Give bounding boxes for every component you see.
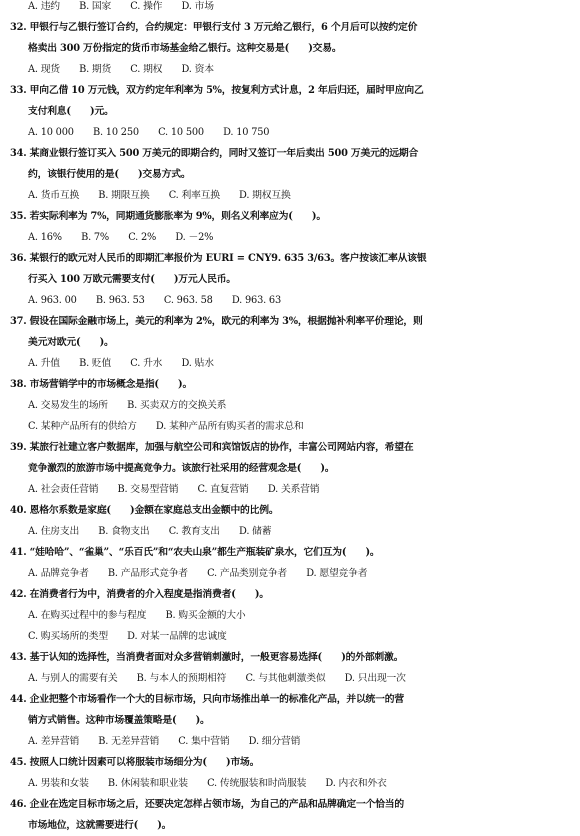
question-line: 44. 企业把整个市场看作一个大的目标市场，只向市场推出单一的标准化产品，并以统一的营 (10, 694, 404, 705)
option-line: C. 购买场所的类型 D. 对某一品牌的忠诚度 (28, 631, 227, 642)
question-line: 35. 若实际利率为 7%，同期通货膨胀率为 9%，则名义利率应为( )。 (10, 211, 326, 222)
question-line: 38. 市场营销学中的市场概念是指( )。 (10, 379, 193, 390)
question-line: 32. 甲银行与乙银行签订合约，合约规定：甲银行支付 3 万元给乙银行，6 个月后可以按约定价 (10, 22, 418, 33)
option-line: C. 某种产品所有的供给方 D. 某种产品所有购买者的需求总和 (28, 421, 304, 432)
question-line: 43. 基于认知的选择性，当消费者面对众多营销刺激时，一般更容易选择( )的外部刺激。 (10, 652, 404, 663)
option-line: A. 违约 B. 国家 C. 操作 D. 市场 (28, 1, 214, 12)
question-line: 33. 甲向乙借 10 万元钱，双方约定年利率为 5%，按复利方式计息，2 年后归还，届时甲应向乙 (10, 85, 424, 96)
option-line: A. 住房支出 B. 食物支出 C. 教育支出 D. 储蓄 (28, 526, 272, 537)
question-line: 41. “娃哈哈”、“雀巢”、“乐百氏”和“农夫山泉”都生产瓶装矿泉水，它们互为( )。 (10, 547, 380, 558)
question-line: 美元对欧元( )。 (28, 337, 114, 348)
question-line: 36. 某银行的欧元对人民币的即期汇率报价为 EURI = CNY9. 635 3/63。客户按该汇率从该银 (10, 253, 427, 264)
question-line: 销方式销售。这种市场覆盖策略是( )。 (28, 715, 210, 726)
option-line: A. 现货 B. 期货 C. 期权 D. 资本 (28, 64, 214, 75)
question-line: 竞争激烈的旅游市场中提高竞争力。该旅行社采用的经营观念是( )。 (28, 463, 335, 474)
question-line: 34. 某商业银行签订买入 500 万美元的即期合约，同时又签订一年后卖出 500 万美元的远期合 (10, 148, 419, 159)
question-line: 45. 按照人口统计因素可以将服装市场细分为( )市场。 (10, 757, 260, 768)
option-line: A. 品牌竞争者 B. 产品形式竞争者 C. 产品类别竞争者 D. 愿望竞争者 (28, 568, 368, 579)
option-line: A. 963. 00 B. 963. 53 C. 963. 58 D. 963. 63 (28, 295, 281, 306)
question-line: 37. 假设在国际金融市场上，美元的利率为 2%，欧元的利率为 3%，根据抛补利率平价理论，则 (10, 316, 423, 327)
option-line: A. 10 000 B. 10 250 C. 10 500 D. 10 750 (28, 127, 270, 138)
question-line: 市场地位，这就需要进行( )。 (28, 820, 172, 831)
question-line: 约，该银行使用的是( )交易方式。 (28, 169, 191, 180)
option-line: A. 16% B. 7% C. 2% D. －2% (28, 232, 214, 243)
option-line: A. 社会责任营销 B. 交易型营销 C. 直复营销 D. 关系营销 (28, 484, 320, 495)
option-line: A. 货币互换 B. 期限互换 C. 利率互换 D. 期权互换 (28, 190, 291, 201)
question-line: 40. 恩格尔系数是家庭( )金额在家庭总支出金额中的比例。 (10, 505, 279, 516)
option-line: A. 男装和女装 B. 休闲装和职业装 C. 传统服装和时尚服装 D. 内衣和外衣 (28, 778, 387, 789)
question-line: 支付利息( )元。 (28, 106, 114, 117)
option-line: A. 差异营销 B. 无差异营销 C. 集中营销 D. 细分营销 (28, 736, 301, 747)
question-line: 46. 企业在选定目标市场之后，还要决定怎样占领市场，为自己的产品和品牌确定一个恰当的 (10, 799, 404, 810)
option-line: A. 升值 B. 贬值 C. 升水 D. 贴水 (28, 358, 214, 369)
option-line: A. 在购买过程中的参与程度 B. 购买金额的大小 (28, 610, 246, 621)
question-line: 格卖出 300 万份指定的货币市场基金给乙银行。这种交易是( )交易。 (28, 43, 342, 54)
question-line: 42. 在消费者行为中，消费者的介入程度是指消费者( )。 (10, 589, 269, 600)
option-line: A. 交易发生的场所 B. 买卖双方的交换关系 (28, 400, 227, 411)
option-line: A. 与别人的需要有关 B. 与本人的预期相符 C. 与其他刺激类似 D. 只出现一次 (28, 673, 406, 684)
question-line: 行买入 100 万欧元需要支付( )万元人民币。 (28, 274, 236, 285)
question-line: 39. 某旅行社建立客户数据库，加强与航空公司和宾馆饭店的协作，丰富公司网站内容，希望在 (10, 442, 414, 453)
